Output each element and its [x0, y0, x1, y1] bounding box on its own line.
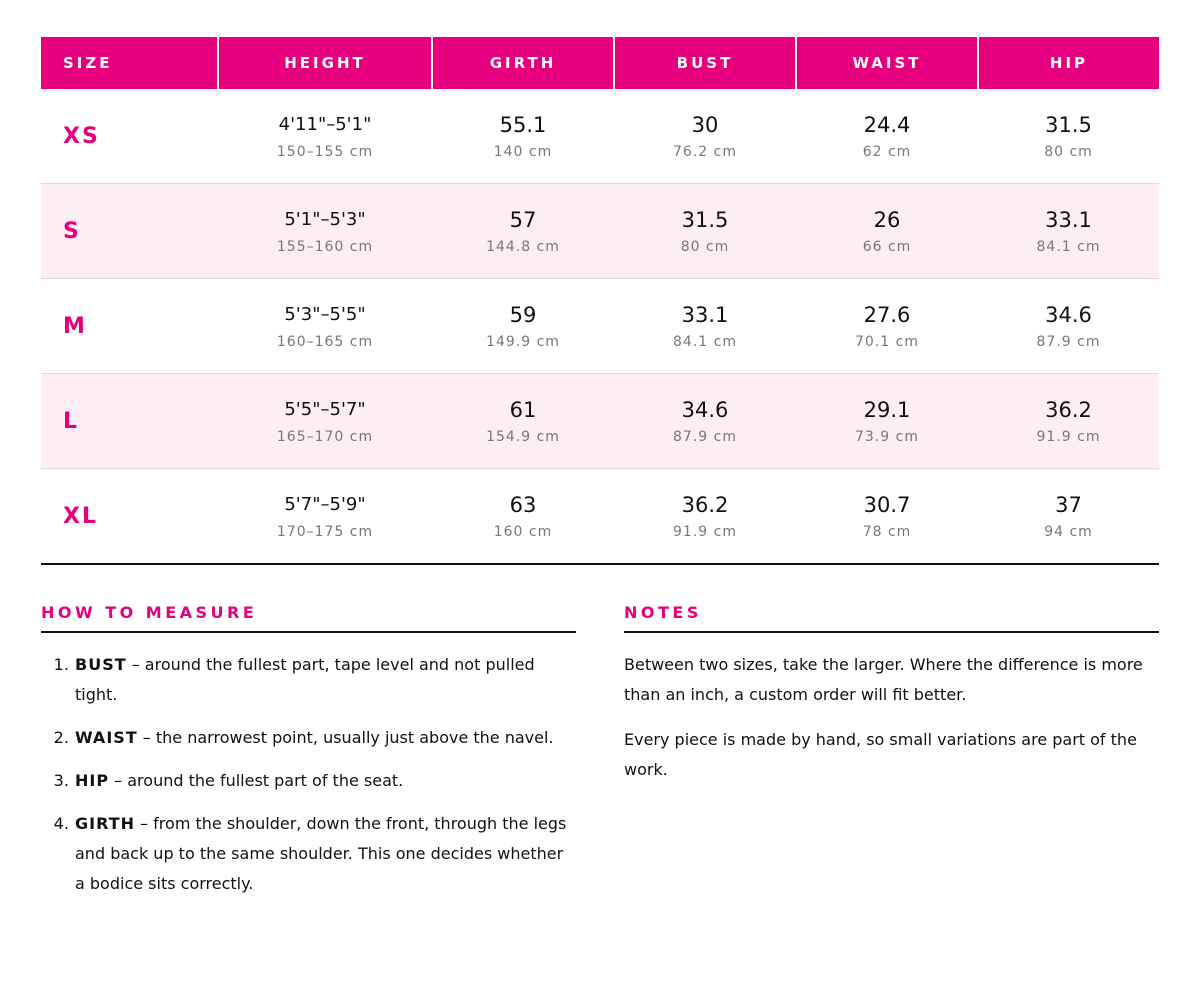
measure-term: WAIST: [75, 728, 138, 747]
bust-cm: 91.9 cm: [673, 524, 737, 540]
waist-inches: 26: [873, 208, 901, 232]
bust-cm: 87.9 cm: [673, 429, 737, 445]
height-cell: [218, 184, 432, 279]
height-cm: 165–170 cm: [276, 429, 374, 445]
height-cm: 170–175 cm: [276, 524, 374, 540]
girth-cell: [432, 89, 614, 184]
height-cell: [218, 89, 432, 184]
header-hip: HIP: [978, 37, 1159, 89]
girth-cm: 149.9 cm: [486, 334, 560, 350]
waist-cm: 78 cm: [862, 524, 912, 540]
size-label: M: [41, 279, 218, 374]
measure-description: – around the fullest part of the seat.: [109, 771, 404, 790]
hip-cell: [978, 279, 1159, 374]
measure-description: – the narrowest point, usually just above the navel.: [137, 728, 554, 747]
girth-cm: 144.8 cm: [486, 239, 560, 255]
hip-cm: 94 cm: [1044, 524, 1093, 540]
hip-inches: 31.5: [1045, 113, 1092, 137]
bust-inches: 33.1: [681, 303, 729, 327]
height-cm: 150–155 cm: [276, 144, 374, 160]
hip-cell: [978, 469, 1159, 565]
measure-description: – around the fullest part, tape level and not pulled tight.: [75, 655, 535, 704]
measure-term: BUST: [75, 655, 127, 674]
girth-inches: 61: [509, 398, 537, 422]
header-bust: BUST: [614, 37, 796, 89]
bust-cell: [614, 89, 796, 184]
table-row: [41, 279, 1159, 374]
size-label: S: [41, 184, 218, 279]
hip-cell: [978, 184, 1159, 279]
height-inches: 5'1"–5'3": [284, 209, 366, 230]
waist-cell: [796, 184, 978, 279]
table-row: [41, 184, 1159, 279]
header-size: SIZE: [41, 37, 218, 89]
hip-cell: [978, 89, 1159, 184]
how-to-measure-section: [41, 603, 576, 912]
header-girth: GIRTH: [432, 37, 614, 89]
girth-cell: [432, 184, 614, 279]
waist-cm: 66 cm: [862, 239, 912, 255]
hip-inches: 34.6: [1045, 303, 1092, 327]
hip-cm: 91.9 cm: [1036, 429, 1101, 445]
waist-cell: [796, 374, 978, 469]
hip-cell: [978, 374, 1159, 469]
height-cell: [218, 374, 432, 469]
bust-cm: 84.1 cm: [673, 334, 737, 350]
waist-cm: 62 cm: [862, 144, 912, 160]
size-label: L: [41, 374, 218, 469]
measure-list: [41, 650, 576, 899]
waist-cm: 70.1 cm: [855, 334, 919, 350]
height-cm: 160–165 cm: [276, 334, 374, 350]
size-chart: [41, 37, 1159, 565]
measure-term: GIRTH: [75, 814, 135, 833]
notes-section: [624, 603, 1159, 785]
height-inches: 5'7"–5'9": [284, 494, 366, 515]
girth-cell: [432, 469, 614, 565]
list-item: [74, 723, 576, 753]
table-header-row: [41, 37, 1159, 89]
girth-inches: 59: [509, 303, 537, 327]
height-inches: 5'5"–5'7": [284, 399, 366, 420]
girth-cell: [432, 279, 614, 374]
girth-cm: 140 cm: [493, 144, 553, 160]
waist-cell: [796, 469, 978, 565]
measure-description: – from the shoulder, down the front, through the legs and back up to the same shoulder. This one decides whether a bodice sits correctly.: [75, 814, 567, 893]
bust-cell: [614, 279, 796, 374]
girth-cm: 154.9 cm: [486, 429, 560, 445]
hip-cm: 84.1 cm: [1036, 239, 1101, 255]
waist-inches: 30.7: [863, 493, 911, 517]
waist-inches: 24.4: [863, 113, 911, 137]
header-waist: WAIST: [796, 37, 978, 89]
size-label: XL: [41, 469, 218, 565]
note-paragraph: Between two sizes, take the larger. Where the difference is more than an inch, a custom order will fit better.: [624, 655, 1143, 704]
measure-term: HIP: [75, 771, 110, 790]
height-inches: 4'11"–5'1": [278, 114, 372, 135]
girth-inches: 63: [509, 493, 537, 517]
waist-cell: [796, 89, 978, 184]
bust-inches: 36.2: [681, 493, 729, 517]
girth-inches: 57: [509, 208, 537, 232]
size-label: XS: [63, 123, 100, 149]
bust-inches: 34.6: [681, 398, 729, 422]
waist-cell: [796, 279, 978, 374]
how-to-measure-title: HOW TO MEASURE: [41, 603, 576, 633]
table-row: [41, 469, 1159, 565]
list-item: [74, 766, 576, 796]
bust-inches: 31.5: [681, 208, 729, 232]
bust-cell: [614, 374, 796, 469]
hip-cm: 87.9 cm: [1036, 334, 1101, 350]
bust-cell: [614, 184, 796, 279]
notes-title: NOTES: [624, 603, 1159, 633]
height-cm: 155–160 cm: [276, 239, 374, 255]
bust-inches: 30: [691, 113, 719, 137]
note-paragraph: Every piece is made by hand, so small variations are part of the work.: [624, 730, 1137, 779]
height-cell: [218, 279, 432, 374]
height-inches: 5'3"–5'5": [284, 304, 366, 325]
height-cell: [218, 469, 432, 565]
table-row: [41, 374, 1159, 469]
bust-cm: 76.2 cm: [673, 144, 737, 160]
bust-cm: 80 cm: [680, 239, 730, 255]
table-row: [41, 89, 1159, 184]
hip-inches: 37: [1055, 493, 1082, 517]
girth-cell: [432, 374, 614, 469]
hip-inches: 33.1: [1045, 208, 1092, 232]
size-table: [41, 37, 1159, 565]
header-height: HEIGHT: [218, 37, 432, 89]
waist-inches: 29.1: [863, 398, 911, 422]
list-item: [74, 809, 576, 899]
girth-inches: 55.1: [499, 113, 547, 137]
girth-cm: 160 cm: [493, 524, 553, 540]
hip-cm: 80 cm: [1044, 144, 1093, 160]
waist-cm: 73.9 cm: [855, 429, 919, 445]
bust-cell: [614, 469, 796, 565]
waist-inches: 27.6: [863, 303, 911, 327]
list-item: [74, 650, 576, 710]
hip-inches: 36.2: [1045, 398, 1092, 422]
